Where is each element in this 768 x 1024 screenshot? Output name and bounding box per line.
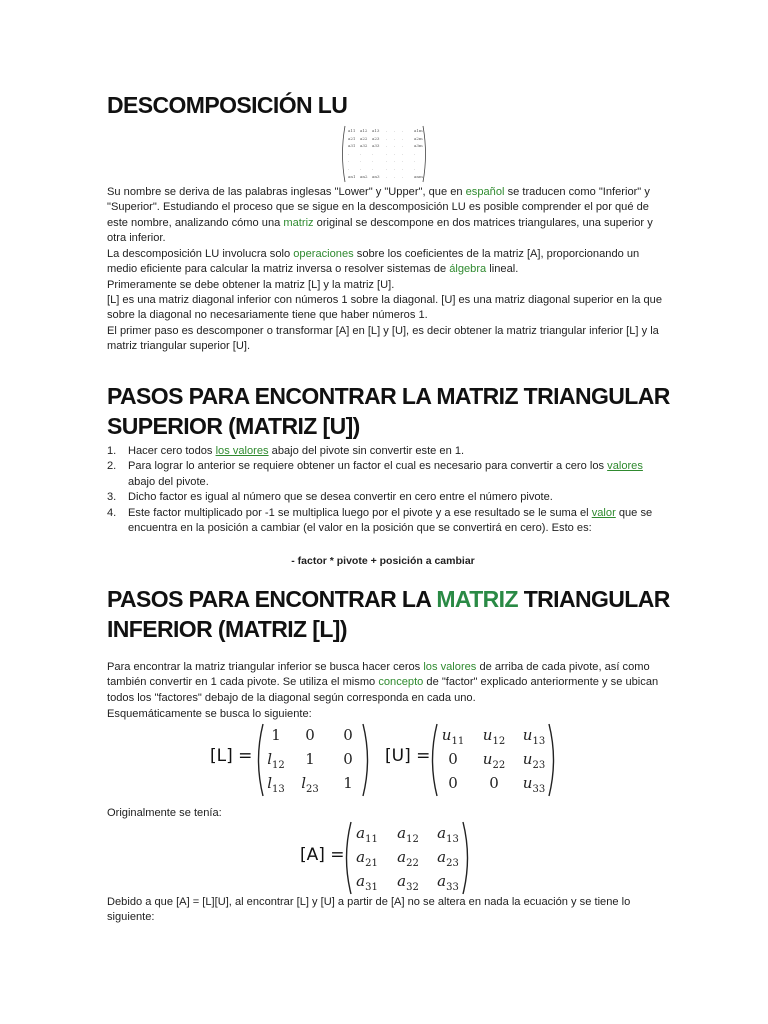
matrix-cell: $l_{13}$	[267, 774, 285, 795]
small-matrix-cell: a23	[372, 135, 380, 141]
list-item	[107, 459, 655, 490]
small-matrix-image	[340, 125, 428, 183]
text-span: Para encontrar la matriz triangular inferior se busca hacer ceros	[107, 661, 424, 673]
text-span: se traducen como "Inferior" y "Superior". Estudiando el proceso que se sigue en la descomposición LU es posible comprender el por qué de este nombre, analizando cómo una	[107, 186, 650, 229]
small-matrix-cell: a11	[348, 128, 356, 133]
matrix-cell: $a_{13}$	[437, 824, 459, 845]
link-los-valores-2[interactable]: los valores	[423, 661, 477, 673]
small-matrix-cell: .	[348, 150, 350, 156]
matrix-cell: 0	[343, 750, 353, 768]
upper-steps-list	[107, 444, 655, 536]
link-espanol[interactable]: español	[465, 186, 505, 198]
small-matrix-cell: .	[394, 158, 396, 164]
small-matrix-cell: .	[360, 150, 362, 156]
text-span: de "factor" explicado anteriormente y se ubican todos los "factores" debajo de la diagonal según corresponda en cada uno.	[107, 676, 659, 704]
small-matrix-cell: a22	[360, 135, 368, 141]
small-matrix-cell: .	[360, 158, 362, 164]
small-matrix-cell: .	[402, 135, 404, 141]
lower-intro-paragraph	[107, 660, 663, 706]
small-matrix-cell: an1	[348, 173, 356, 179]
small-matrix-cell: .	[386, 173, 388, 179]
small-matrix-cell: an2	[360, 173, 368, 179]
small-matrix-cell: .	[348, 166, 350, 171]
schematic-paragraph: Esquemáticamente se busca lo siguiente:	[107, 708, 312, 720]
list-number: 1.	[107, 445, 117, 457]
small-matrix-cell: a12	[360, 128, 368, 133]
matrix-cell: 1	[305, 750, 315, 768]
small-matrix-cell: .	[386, 128, 388, 133]
link-matriz-title[interactable]: MATRIZ	[436, 586, 518, 612]
list-number: 2.	[107, 460, 117, 473]
small-matrix-cell: a33	[372, 143, 380, 149]
matrix-cell: $a_{33}$	[437, 872, 459, 893]
small-matrix-cell: .	[402, 150, 404, 156]
matrix-u-label: [U] =	[385, 746, 431, 766]
small-matrix-cell: .	[394, 166, 396, 171]
text-span: Su nombre se deriva de las palabras inglesas "Lower" y "Upper", que en	[107, 186, 466, 198]
small-matrix-cell: a2m	[414, 135, 423, 141]
small-matrix-cell: .	[386, 135, 388, 141]
title-text: TRIANGULAR INFERIOR (MATRIZ [L])	[107, 586, 670, 642]
matrix-cell: 0	[448, 750, 458, 768]
intro-paragraph	[107, 185, 663, 247]
small-matrix-cell: .	[414, 166, 416, 171]
link-matriz[interactable]: matriz	[283, 216, 314, 229]
list-item	[107, 444, 655, 459]
small-matrix-cell: .	[402, 128, 404, 133]
matrix-cell: $u_{23}$	[522, 750, 546, 771]
text-span: Para lograr lo anterior se requiere obtener un factor el cual es necesario para convertir a cero los	[128, 460, 608, 473]
small-matrix-cell: .	[394, 173, 396, 179]
matrix-l	[254, 722, 372, 798]
matrix-cell: $l_{23}$	[301, 774, 319, 795]
small-matrix-cell: .	[386, 166, 388, 171]
small-matrix-cell: .	[414, 158, 416, 164]
section-title-lower	[107, 584, 707, 644]
obtain-paragraph: Primeramente se debe obtener la matriz [L] y la matriz [U].	[107, 279, 395, 291]
text-span: La descomposición LU involucra solo	[107, 248, 294, 260]
small-matrix-cell: a31	[348, 143, 356, 149]
list-item	[107, 506, 655, 537]
matrix-cell: 0	[448, 774, 458, 792]
text-span: sobre los coeficientes de la matriz [A], proporcionando un medio eficiente para calcular la matriz inversa o resolver sistemas de	[107, 248, 640, 276]
matrix-cell: $u_{12}$	[482, 726, 506, 747]
matrix-cell: 0	[489, 774, 499, 792]
small-matrix-cell: .	[402, 143, 404, 149]
small-matrix-cell: a1m	[414, 128, 423, 133]
matrix-cell: $l_{12}$	[267, 750, 285, 771]
small-matrix-cell: .	[372, 150, 374, 156]
factor-formula: - factor * pivote + posición a cambiar	[291, 555, 475, 567]
text-span: lineal.	[486, 263, 519, 276]
text-span: original se descompone en dos matrices triangulares, una superior y otra inferior.	[107, 216, 653, 245]
small-matrix-cell: .	[360, 166, 362, 171]
matrix-cell: 1	[271, 726, 281, 744]
text-span: de arriba de cada pivote, así como también convertir en 1 cada pivote. Se utiliza el mismo	[107, 661, 650, 689]
small-matrix-cell: .	[386, 150, 388, 156]
text-span: Este factor multiplicado por -1 se multiplica luego por el pivote y a ese resultado se le suma el	[128, 506, 592, 519]
title-text: PASOS PARA ENCONTRAR LA	[107, 586, 437, 612]
matrix-cell: $a_{23}$	[437, 848, 459, 869]
matrix-cell: 0	[305, 726, 315, 744]
matrix-cell: $a_{11}$	[356, 824, 378, 845]
section-title-upper: PASOS PARA ENCONTRAR LA MATRIZ TRIANGULAR SUPERIOR (MATRIZ [U])	[107, 383, 670, 439]
page-title: DESCOMPOSICIÓN LU	[107, 92, 348, 118]
small-matrix-cell: .	[372, 166, 374, 171]
matrix-a-label: [A] =	[300, 845, 345, 865]
original-paragraph: Originalmente se tenía:	[107, 807, 222, 819]
matrix-l-label: [L] =	[210, 746, 253, 766]
matrix-cell: $u_{22}$	[482, 750, 506, 771]
text-span: abajo del pivote.	[128, 475, 209, 488]
matrix-cell: $u_{33}$	[522, 774, 546, 795]
matrix-cell: $u_{11}$	[441, 726, 465, 747]
matrix-cell: $a_{22}$	[397, 848, 419, 869]
matrix-cell: $u_{13}$	[522, 726, 546, 747]
small-matrix-cell: anm	[414, 173, 423, 179]
text-span: abajo del pivote sin convertir este en 1.	[268, 445, 465, 457]
text-span: Hacer cero todos	[128, 445, 216, 457]
link-operaciones[interactable]: operaciones	[293, 248, 354, 260]
list-number: 4.	[107, 506, 117, 519]
link-los-valores[interactable]: los valores	[215, 445, 269, 457]
link-concepto[interactable]: concepto	[378, 676, 424, 689]
lu-paragraph	[107, 247, 663, 278]
matrix-cell: $a_{21}$	[356, 848, 378, 869]
matrix-cell: 0	[343, 726, 353, 744]
matrix-cell: $a_{31}$	[356, 872, 378, 893]
matrix-cell: $a_{32}$	[397, 872, 419, 893]
text-span: Dicho factor es igual al número que se desea convertir en cero entre el número pivote.	[128, 491, 553, 504]
small-matrix-cell: .	[372, 158, 374, 164]
small-matrix-cell: .	[402, 173, 404, 179]
small-matrix-cell: .	[394, 135, 396, 141]
small-matrix-cell: a3m	[414, 143, 423, 149]
link-valores[interactable]: valores	[607, 460, 643, 473]
link-valor[interactable]: valor	[591, 506, 616, 519]
small-matrix-cell: .	[402, 158, 404, 164]
final-paragraph: Debido a que [A] = [L][U], al encontrar [L] y [U] a partir de [A] no se altera en nada la ecuación y se tiene lo siguiente:	[107, 896, 631, 924]
small-matrix-cell: .	[386, 143, 388, 149]
matrix-u	[428, 722, 558, 798]
small-matrix-cell: a32	[360, 143, 368, 149]
small-matrix-cell: .	[348, 158, 350, 164]
matrix-cell: $a_{12}$	[397, 824, 419, 845]
small-matrix-cell: .	[394, 150, 396, 156]
matrix-cell: 1	[343, 774, 353, 792]
small-matrix-cell: .	[394, 128, 396, 133]
list-item	[107, 490, 655, 505]
small-matrix-cell: a21	[348, 135, 356, 141]
link-algebra[interactable]: álgebra	[449, 263, 487, 276]
first-step-paragraph: El primer paso es descomponer o transformar [A] en [L] y [U], es decir obtener la matriz triangular inferior [L] y la matriz triangular superior [U].	[107, 325, 659, 353]
small-matrix-cell: .	[386, 158, 388, 164]
small-matrix-cell: .	[394, 143, 396, 149]
l-u-definition-paragraph: [L] es una matriz diagonal inferior con números 1 sobre la diagonal. [U] es una matriz diagonal superior en la que sobre la diagonal no necesariamente tiene que haber números 1.	[107, 294, 663, 322]
small-matrix-cell: an3	[372, 173, 380, 179]
small-matrix-cell: .	[402, 166, 404, 171]
matrix-a	[342, 820, 472, 896]
text-span: que se encuentra en la posición a cambiar (el valor en la posición que se convertirá en cero). Esto es:	[128, 506, 653, 535]
list-number: 3.	[107, 491, 117, 504]
small-matrix-cell: .	[414, 150, 416, 156]
small-matrix-cell: a13	[372, 128, 380, 133]
